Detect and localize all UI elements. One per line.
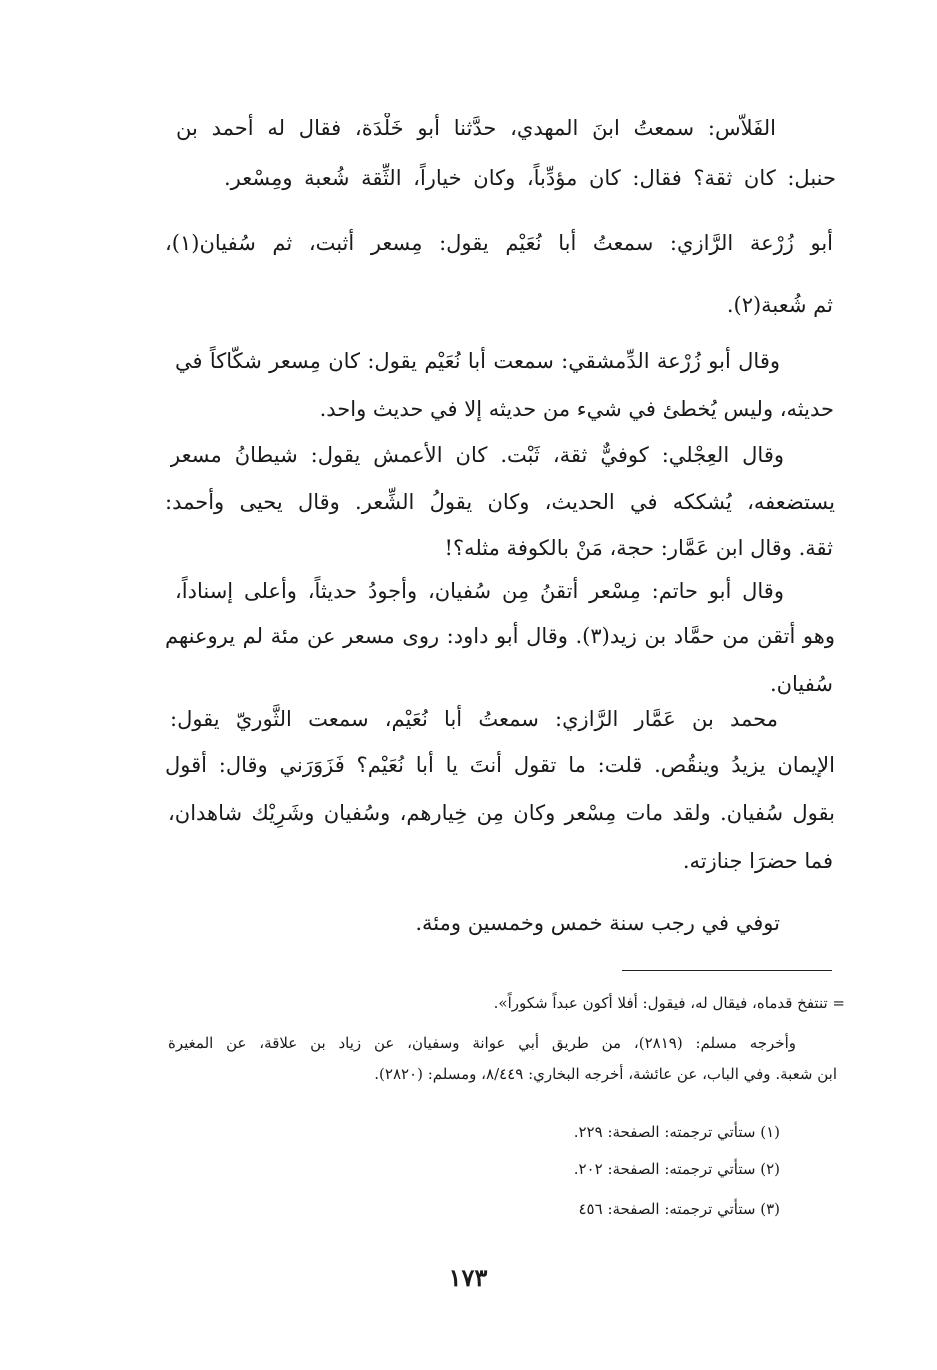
body-line: محمد بن عَمَّار الرَّازي: سمعتُ أبا نُعَيْم، سمعت الثَّوريّ يقول: xyxy=(170,707,778,731)
page-number: ١٧٣ xyxy=(448,1263,488,1292)
body-line: توفي في رجب سنة خمس وخمسين ومئة. xyxy=(415,911,780,935)
body-line: الإيمان يزيدُ وينقُص. قلت: ما تقول أنتَ يا أبا نُعَيْم؟ فَزَوَرَني وقال: أقول xyxy=(165,753,835,777)
footnote-line: ابن شعبة. وفي الباب، عن عائشة، أخرجه البخاري: ٨/٤٤٩، ومسلم: (٢٨٢٠). xyxy=(374,1065,837,1083)
body-line: وهو أتقن من حمَّاد بن زيد(٣). وقال أبو داود: روى مسعر عن مئة لم يروعنهم xyxy=(165,624,835,648)
body-line: حديثه، وليس يُخطئ في شيء من حديثه إلا في حديث واحد. xyxy=(319,397,834,421)
body-line: الفَلاّس: سمعتُ ابنَ المهدي، حدَّثنا أبو خَلْدَة، فقال له أحمد بن xyxy=(176,116,776,140)
footnote-line: وأخرجه مسلم: (٢٨١٩)، من طريق أبي عوانة وسفيان، عن زياد بن علاقة، عن المغيرة xyxy=(168,1034,796,1052)
footnote-line: = تنتفخ قدماه، فيقال له، فيقول: أفلا أكون عبداً شكوراً». xyxy=(493,994,845,1012)
body-line: أبو زُرْعة الرَّازي: سمعتُ أبا نُعَيْم يقول: مِسعر أثبت، ثم سُفيان(١)، xyxy=(165,231,833,255)
footnote-note: (٣) ستأتي ترجمته: الصفحة: ٤٥٦ xyxy=(578,1200,780,1218)
body-line: بقول سُفيان. ولقد مات مِسْعر وكان مِن خِيارهم، وسُفيان وشَرِيْك شاهدان، xyxy=(168,801,835,825)
footnote-note: (٢) ستأتي ترجمته: الصفحة: ٢٠٢. xyxy=(573,1160,780,1178)
body-line: يستضعفه، يُشككه في الحديث، وكان يقولُ الشِّعر. وقال يحيى وأحمد: xyxy=(165,490,835,514)
body-line: وقال العِجْلي: كوفيٌّ ثقة، ثَبْت. كان الأعمش يقول: شيطانُ مسعر xyxy=(170,443,784,467)
footnote-note: (١) ستأتي ترجمته: الصفحة: ٢٢٩. xyxy=(573,1123,780,1141)
body-line: وقال أبو زُرْعة الدِّمشقي: سمعت أبا نُعَيْم يقول: كان مِسعر شكَّاكاً في xyxy=(175,349,780,373)
body-line: ثم شُعبة(٢). xyxy=(726,293,833,317)
body-line: وقال أبو حاتم: مِسْعر أتقنُ مِن سُفيان، وأجودُ حديثاً، وأعلى إسناداً، xyxy=(175,579,784,603)
body-line: حنبل: كان ثقة؟ فقال: كان مؤدِّباً، وكان خياراً، الثِّقة شُعبة ومِسْعر. xyxy=(224,166,836,190)
body-line: ثقة. وقال ابن عَمَّار: حجة، مَنْ بالكوفة مثله؟! xyxy=(444,536,833,560)
body-line: سُفيان. xyxy=(769,672,833,696)
body-line: فما حضرَا جنازته. xyxy=(682,849,833,873)
footnote-separator xyxy=(622,970,832,971)
